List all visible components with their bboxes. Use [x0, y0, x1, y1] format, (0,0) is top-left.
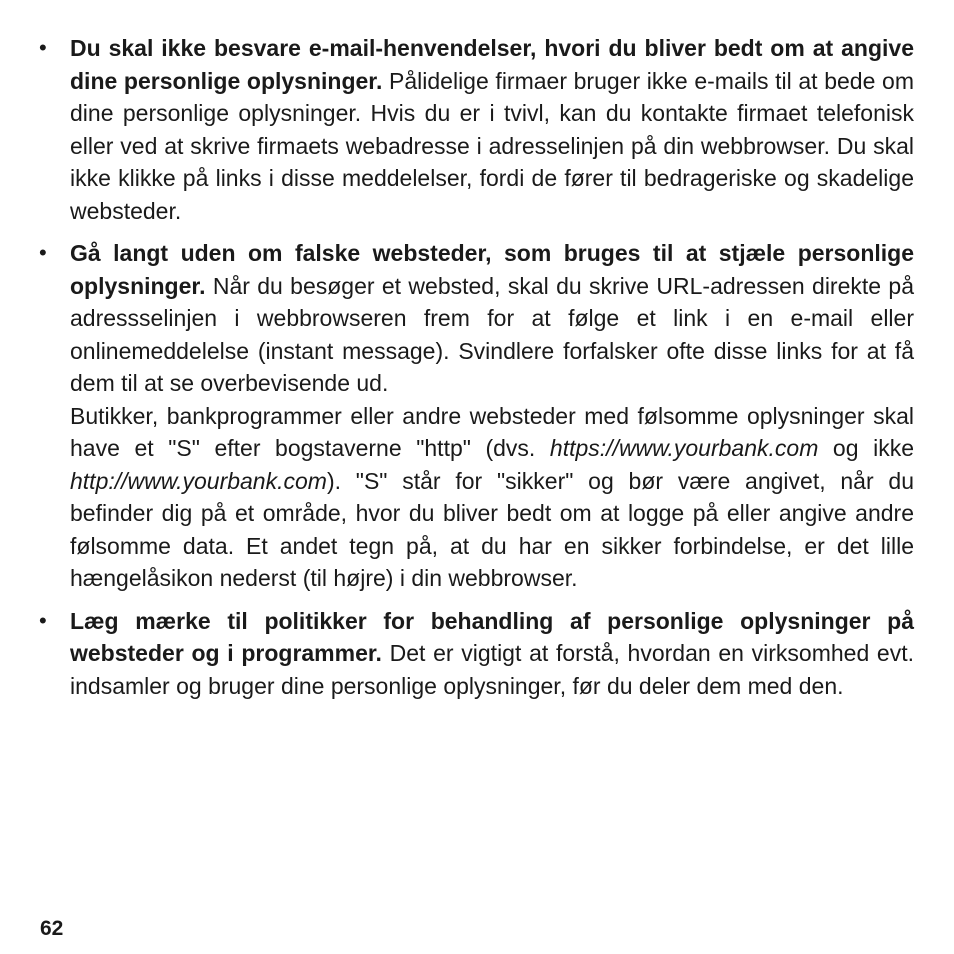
bullet-icon: •	[39, 607, 47, 633]
paragraph	[70, 237, 914, 400]
url-secure: https://www.yourbank.com	[549, 435, 819, 461]
bullet-icon: •	[39, 35, 47, 60]
document-body	[37, 32, 914, 712]
bold-lead: Læg mærke til politikker for behandling af personlige oplysninger på websteder og i programmer.	[70, 607, 914, 666]
page-number: 62	[40, 917, 64, 940]
paragraph-text: Butikker, bankprogrammer eller andre websteder med følsomme oplysninger skal have et "S" efter bogstaverne "http" (dvs.	[70, 402, 914, 461]
bold-lead: Gå langt uden om falske websteder, som bruges til at stjæle personlige oplysninger.	[70, 240, 914, 299]
list-item	[37, 237, 914, 595]
paragraph-text: Pålidelige firmaer bruger ikke e-mails til at bede om dine personlige oplysninger. Hvis du er i tvivl, kan du kontakte firmaet telefonisk eller ved at skrive firmaets webadresse i adresselinjen på din webbrowser. Du skal ikke klikke på links i disse meddelelser, fordi de fører til bedrageriske og skadelige websteder.	[70, 67, 914, 224]
paragraph-text: ). "S" står for "sikker" og bør være angivet, når du befinder dig på et område, hvor du bliver bedt om at logge på eller angive andre følsomme data. Et andet tegn på, at du har en sikker forbindelse, er det lille hængelåsikon nederst (til højre) i din webbrowser.	[70, 467, 914, 591]
paragraph	[70, 32, 914, 227]
paragraph-text: og ikke	[818, 435, 914, 461]
paragraph-text: Det er vigtigt at forstå, hvordan en virksomhed evt. indsamler og bruger dine personlige oplysninger, før du deler dem med den.	[70, 640, 915, 699]
paragraph-continued	[70, 400, 914, 595]
bold-lead: Du skal ikke besvare e-mail-henvendelser, hvori du bliver bedt om at angive dine personlige oplysninger.	[70, 35, 914, 94]
paragraph-text: Når du besøger et websted, skal du skrive URL-adressen direkte på adressselinjen i webbrowseren frem for at følge et link i en e-mail eller onlinemeddelelse (instant message). Svindlere forfalsker ofte disse links for at få dem til at se overbevisende ud.	[70, 272, 914, 396]
list-item	[37, 605, 914, 703]
bullet-icon: •	[39, 240, 47, 265]
url-insecure: http://www.yourbank.com	[70, 467, 327, 494]
paragraph	[70, 605, 914, 703]
list-item	[37, 32, 914, 227]
